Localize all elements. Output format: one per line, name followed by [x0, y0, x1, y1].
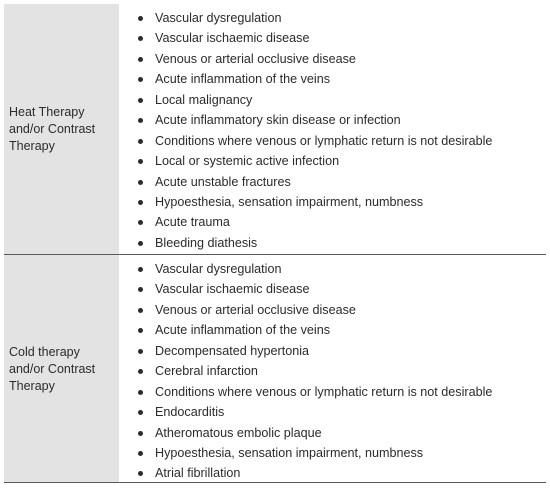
- condition-list: [119, 4, 546, 253]
- list-item-text: Vascular ischaemic disease: [155, 31, 310, 46]
- list-item: [119, 341, 546, 361]
- bullet-icon: [138, 267, 143, 272]
- bullet-icon: [138, 16, 143, 21]
- row-label-line: and/or Contrast: [9, 361, 96, 376]
- bullet-icon: [138, 57, 143, 62]
- bullet-icon: [138, 220, 143, 225]
- list-item: [119, 90, 546, 110]
- bullet-icon: [138, 241, 143, 246]
- list-item-text: Cerebral infarction: [155, 364, 258, 379]
- list-item: [119, 8, 546, 28]
- list-item-text: Conditions where venous or lymphatic return is not desirable: [155, 133, 493, 148]
- bullet-icon: [138, 328, 143, 333]
- row-label-line: Therapy: [9, 138, 55, 153]
- bullet-icon: [138, 308, 143, 313]
- list-item-text: Acute unstable fractures: [155, 174, 291, 189]
- row-label: [9, 104, 95, 155]
- list-item: [119, 423, 546, 443]
- list-item: [119, 69, 546, 89]
- bullet-icon: [138, 471, 143, 476]
- bullet-icon: [138, 369, 143, 374]
- row-label-line: Cold therapy: [9, 344, 80, 359]
- list-item-text: Bleeding diathesis: [155, 235, 258, 250]
- row-label-line: Heat Therapy: [9, 104, 85, 119]
- list-item: [119, 233, 546, 253]
- list-item-text: Venous or arterial occlusive disease: [155, 302, 356, 317]
- bullet-icon: [138, 349, 143, 354]
- bullet-icon: [138, 451, 143, 456]
- list-item: [119, 463, 546, 483]
- list-item-text: Local or systemic active infection: [155, 154, 340, 169]
- bullet-icon: [138, 390, 143, 395]
- list-item-text: Decompensated hypertonia: [155, 343, 310, 358]
- bullet-icon: [138, 36, 143, 41]
- list-item-text: Atrial fibrillation: [155, 466, 241, 481]
- list-item-text: Venous or arterial occlusive disease: [155, 51, 356, 66]
- list-item: [119, 192, 546, 212]
- bullet-icon: [138, 139, 143, 144]
- list-item-text: Hypoesthesia, sensation impairment, numbness: [155, 194, 424, 209]
- list-item-text: Vascular ischaemic disease: [155, 282, 310, 297]
- list-item-text: Vascular dysregulation: [155, 11, 282, 25]
- row-label: [9, 344, 95, 395]
- list-item-text: Acute inflammation of the veins: [155, 72, 331, 87]
- bullet-icon: [138, 98, 143, 103]
- list-item-text: Atheromatous embolic plaque: [155, 425, 322, 440]
- bullet-icon: [138, 159, 143, 164]
- list-item: [119, 382, 546, 402]
- list-item: [119, 443, 546, 463]
- list-item: [119, 320, 546, 340]
- list-item: [119, 212, 546, 232]
- list-item: [119, 361, 546, 381]
- list-item-text: Acute inflammation of the veins: [155, 323, 331, 338]
- contraindications-table: [4, 4, 546, 483]
- bullet-icon: [138, 410, 143, 415]
- list-item: [119, 279, 546, 299]
- list-item: [119, 110, 546, 130]
- bullet-icon: [138, 200, 143, 205]
- bullet-icon: [138, 118, 143, 123]
- list-item: [119, 49, 546, 69]
- list-item-text: Acute inflammatory skin disease or infection: [155, 113, 401, 128]
- row-label-line: and/or Contrast: [9, 121, 96, 136]
- table-bottom-rule: [4, 482, 546, 483]
- list-item-text: Local malignancy: [155, 92, 253, 107]
- row-label-cell: [4, 255, 119, 483]
- list-item: [119, 402, 546, 422]
- list-item: [119, 131, 546, 151]
- list-item-text: Vascular dysregulation: [155, 262, 282, 276]
- bullet-icon: [138, 287, 143, 292]
- row-label-cell: [4, 4, 119, 254]
- row-label-line: Therapy: [9, 378, 55, 393]
- bullet-icon: [138, 180, 143, 185]
- list-item-text: Conditions where venous or lymphatic return is not desirable: [155, 384, 493, 399]
- heat-therapy-section: [4, 4, 546, 254]
- condition-list-cell: [119, 255, 546, 483]
- list-item: [119, 172, 546, 192]
- list-item: [119, 300, 546, 320]
- list-item-text: Hypoesthesia, sensation impairment, numbness: [155, 445, 424, 460]
- list-item-text: Acute trauma: [155, 215, 230, 230]
- condition-list-cell: [119, 4, 546, 254]
- cold-therapy-section: [4, 254, 546, 483]
- list-item: [119, 151, 546, 171]
- condition-list: [119, 255, 546, 484]
- bullet-icon: [138, 431, 143, 436]
- list-item-text: Endocarditis: [155, 405, 225, 420]
- list-item: [119, 28, 546, 48]
- bullet-icon: [138, 77, 143, 82]
- list-item: [119, 259, 546, 279]
